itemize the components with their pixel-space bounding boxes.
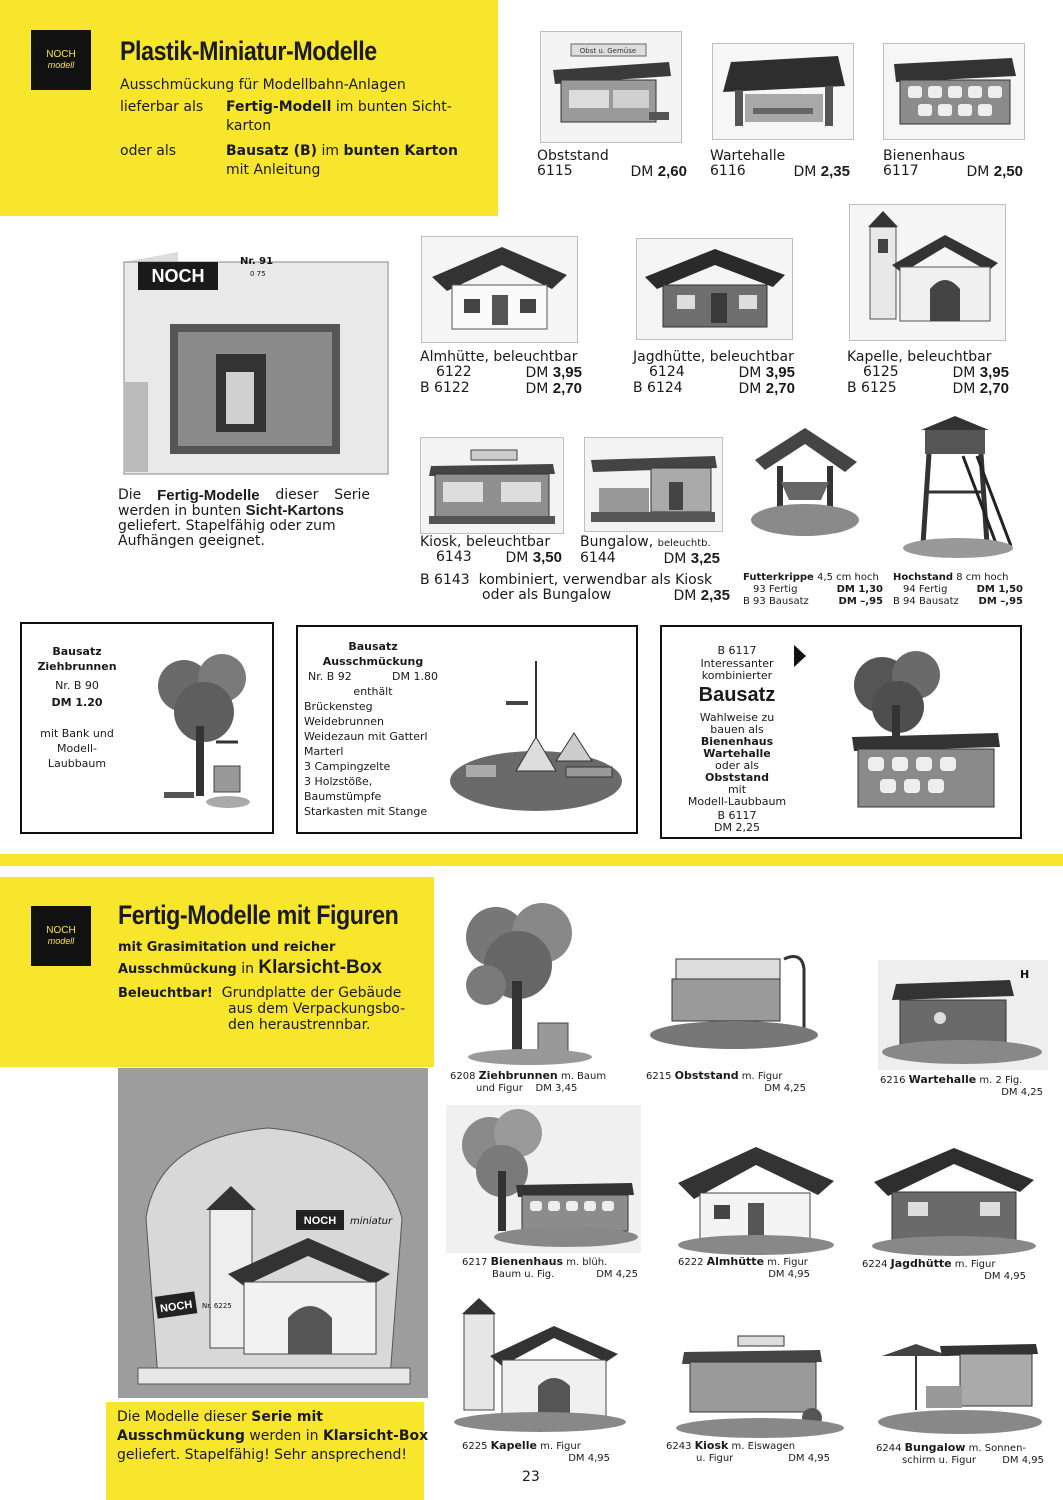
caption-6243 [666, 1440, 830, 1465]
option2-bold2: bunten Karton [343, 143, 458, 159]
ziehbrunnen-d3: Laubbaum [47, 757, 107, 770]
ziehbrunnen-t1: Bausatz [52, 645, 102, 658]
photo-futterkrippe [741, 420, 869, 544]
kapelle-name: Kapelle, beleuchtbar [847, 349, 992, 365]
hochstand-size: 8 cm hoch [956, 572, 1009, 583]
fig-nr: 6244 [876, 1443, 902, 1454]
almhuette-bprice [525, 381, 582, 397]
hochstand-f-price: DM 1,50 [976, 584, 1023, 595]
hochstand-name: Hochstand [893, 572, 954, 583]
combo-line2 [420, 588, 730, 604]
photo-hochstand [893, 412, 1023, 562]
caption-6224 [862, 1258, 1026, 1283]
caption-6208 [450, 1070, 606, 1095]
combo-price-value: 2,35 [700, 587, 730, 604]
fig-nr: 6208 [450, 1071, 476, 1082]
fig-price: DM 4,25 [596, 1269, 638, 1280]
foot-2a: Ausschmückung [117, 1428, 245, 1444]
bb-l1: Interessanter [700, 657, 774, 670]
desc-l1c: dieser [275, 487, 319, 503]
ausschmueckung-item: Baumstümpfe [304, 790, 382, 803]
photo-6222 [664, 1133, 849, 1258]
option2-mid: im [321, 143, 340, 159]
bungalow-nr: 6144 [580, 550, 616, 566]
obststand-price-value: 2,60 [657, 163, 687, 180]
photo-6216 [878, 960, 1048, 1070]
bb-nr-bottom: B 6117 [717, 809, 757, 822]
futterkrippe-name: Futterkrippe [743, 572, 814, 583]
ausschmueckung-text [304, 639, 442, 819]
combo-price [673, 588, 730, 604]
foot-line2 [117, 1427, 428, 1446]
ziehbrunnen-price: DM 1.20 [51, 696, 103, 709]
hochstand-title [893, 572, 1023, 584]
obststand-dm: DM [630, 164, 654, 180]
photo-6224 [862, 1136, 1047, 1258]
dome-nr-text: Nr. 6225 [202, 1302, 232, 1310]
bausatz-bienenhaus-box [660, 625, 1022, 839]
caption-bienenhaus [883, 149, 1023, 180]
combo-text1: kombiniert, verwendbar als Kiosk [478, 572, 713, 588]
bb-o1: oder als [714, 759, 760, 772]
wartehalle-price-row [710, 164, 850, 180]
bottom-line2 [118, 958, 382, 979]
ausschmueckung-t1: Bausatz [348, 640, 398, 653]
kapelle-price [952, 365, 1009, 381]
caption-6222 [678, 1256, 810, 1281]
option2-text2: mit Anleitung [226, 162, 321, 178]
photo-kapelle [849, 204, 1006, 341]
futterkrippe-title [743, 572, 883, 584]
wartehalle-nr: 6116 [710, 163, 746, 179]
bienenhaus-price-value: 2,50 [993, 163, 1023, 180]
ziehbrunnen-d1: mit Bank und [40, 727, 114, 740]
fig-desc2: schirm u. Figur [902, 1455, 976, 1466]
bottom-line5: den heraustrennbar. [228, 1017, 371, 1033]
caption-futterkrippe [743, 572, 883, 608]
fig-price: DM 4,25 [764, 1083, 806, 1094]
fig-desc: m. blüh. [566, 1257, 608, 1268]
fig-desc2: und Figur [476, 1083, 523, 1094]
photo-6208 [446, 893, 596, 1068]
futterkrippe-bausatz-row [743, 596, 883, 608]
almhuette-dm: DM [525, 365, 549, 381]
bottom-l3b: Grundplatte der Gebäude [221, 985, 402, 1001]
ausschmueckung-item: Weidebrunnen [304, 715, 384, 728]
logo-brand: NOCH [46, 49, 76, 60]
bottom-line4: aus dem Verpackungsbo- [228, 1001, 406, 1017]
bausatz-ziehbrunnen-box [20, 622, 274, 834]
bottom-line1: mit Grasimitation und reicher [118, 940, 336, 955]
kapelle-dm: DM [952, 365, 976, 381]
fig-nr: 6243 [666, 1441, 692, 1452]
ausschmueckung-item: 3 Campingzelte [304, 760, 391, 773]
almhuette-nr: 6122 [436, 364, 472, 380]
fig-name: Almhütte [706, 1255, 765, 1268]
bb-b1: Bienenhaus [700, 735, 774, 748]
dome-brand-text: NOCH [303, 1215, 337, 1227]
caption-kiosk [420, 535, 562, 566]
bb-m1: mit [727, 783, 747, 796]
option2-text [226, 142, 458, 161]
bb-b3: Obststand [705, 771, 769, 784]
photo-jagdhuette [636, 238, 793, 340]
fig-name: Bienenhaus [490, 1255, 564, 1268]
almhuette-bprice-value: 2,70 [552, 380, 582, 397]
bungalow-name: Bungalow, [580, 534, 654, 550]
futterkrippe-b-label: B 93 Bausatz [743, 596, 809, 607]
almhuette-price [525, 365, 582, 381]
fig-desc: m. Figur [954, 1259, 996, 1270]
ziehbrunnen-d2: Modell- [56, 742, 98, 755]
desc-line1 [118, 488, 370, 503]
logo-sub-bottom: modell [47, 936, 75, 946]
photo-ausschmueckung-bausatz [446, 641, 626, 821]
bungalow-price-row [580, 551, 720, 567]
combo-bnr: B 6143 [420, 572, 470, 588]
fig-nr: 6215 [646, 1071, 672, 1082]
kiosk-name: Kiosk, beleuchtbar [420, 534, 551, 550]
photo-bienenhaus [883, 43, 1025, 140]
dome-brand-text-2: NOCH [159, 1298, 194, 1316]
kiosk-price-value: 3,50 [532, 549, 562, 566]
photo-klarsicht-box [118, 1068, 428, 1398]
fig-desc: m. Sonnen- [968, 1443, 1027, 1454]
foot-1a: Die Modelle dieser [117, 1409, 247, 1425]
almhuette-name: Almhütte, beleuchtbar [420, 349, 578, 365]
bb-nr-top: B 6117 [717, 644, 757, 657]
caption-bungalow [580, 535, 720, 567]
section-divider [0, 854, 1063, 866]
caption-kapelle [847, 350, 1009, 397]
noch-logo [31, 30, 91, 90]
jagdhuette-row2 [633, 381, 795, 397]
bottom-l3a: Beleuchtbar! [118, 986, 213, 1001]
photo-ziehbrunnen-bausatz [144, 642, 262, 822]
option2-label: oder als [120, 143, 177, 159]
kapelle-bprice-value: 2,70 [979, 380, 1009, 397]
fig-price: DM 4,95 [788, 1453, 830, 1464]
hochstand-bausatz-row [893, 596, 1023, 608]
option2-bold: Bausatz (B) [226, 143, 318, 159]
foot-2c: Klarsicht-Box [322, 1428, 429, 1444]
caption-jagdhuette [633, 350, 795, 397]
bienenhaus-name: Bienenhaus [883, 148, 966, 164]
photo-bienenhaus-bausatz [822, 645, 1008, 825]
fig-nr: 6222 [678, 1257, 704, 1268]
bb-m2: Modell-Laubbaum [687, 795, 787, 808]
foot-line3: geliefert. Stapelfähig! Sehr ansprechend! [117, 1447, 407, 1463]
fig-desc2: Baum u. Fig. [492, 1269, 555, 1280]
bottom-l2a: Ausschmückung [118, 962, 237, 977]
box-nr-text: Nr. 91 [240, 256, 274, 267]
combo-line1 [420, 573, 730, 588]
fig-desc2: u. Figur [696, 1453, 734, 1464]
caption-wartehalle [710, 149, 850, 180]
wartehalle-sign-text: H [1020, 968, 1030, 981]
kapelle-price-value: 3,95 [979, 364, 1009, 381]
photo-bungalow [584, 437, 723, 532]
box-brand-text: NOCH [151, 266, 205, 286]
desc-line3: geliefert. Stapelfähig oder zum [118, 518, 336, 534]
desc-l2a: werden in bunten [118, 503, 242, 519]
fig-price: DM 4,95 [1002, 1455, 1044, 1466]
caption-obststand [537, 149, 687, 180]
futterkrippe-b-price: DM –,95 [838, 596, 883, 607]
combo-text2: oder als Bungalow [482, 587, 612, 603]
ausschmueckung-item: 3 Holzstöße, [304, 775, 373, 788]
caption-hochstand [893, 572, 1023, 608]
foot-1b: Serie mit [251, 1409, 323, 1425]
page-number: 23 [522, 1469, 540, 1485]
almhuette-row1 [420, 365, 582, 381]
photo-sichtkarton [118, 232, 390, 476]
bungalow-price [663, 551, 720, 567]
bienenhaus-bausatz-text [662, 643, 812, 834]
desc-l2b: Sicht-Kartons [245, 502, 345, 519]
photo-almhuette [421, 236, 578, 343]
fig-name: Jagdhütte [890, 1257, 952, 1270]
fig-price: DM 4,95 [768, 1269, 810, 1280]
jagdhuette-row1 [633, 365, 795, 381]
fig-desc: m. 2 Fig. [979, 1075, 1023, 1086]
obststand-price-row [537, 164, 687, 180]
caption-combo [420, 573, 730, 604]
obststand-price [630, 164, 687, 180]
bungalow-dm: DM [663, 551, 687, 567]
ziehbrunnen-nr: Nr. B 90 [55, 679, 99, 692]
fig-name: Obststand [674, 1069, 739, 1082]
bienenhaus-price-row [883, 164, 1023, 180]
fig-price: DM 4,95 [568, 1453, 610, 1464]
bausatz-ausschmueckung-box [296, 625, 638, 834]
fig-desc: m. Figur [741, 1071, 783, 1082]
noch-logo-bottom [31, 906, 91, 966]
caption-6217 [462, 1256, 638, 1281]
jagdhuette-nr: 6124 [649, 364, 685, 380]
bottom-l2b: in [241, 961, 254, 977]
bienenhaus-dm: DM [966, 164, 990, 180]
futterkrippe-fertig-row [743, 584, 883, 596]
hochstand-f-label: 94 Fertig [903, 584, 948, 595]
option1-label: lieferbar als [120, 99, 204, 115]
almhuette-price-value: 3,95 [552, 364, 582, 381]
jagdhuette-dm: DM [738, 365, 762, 381]
bb-big-title: Bausatz [698, 684, 776, 706]
hochstand-b-label: B 94 Bausatz [893, 596, 959, 607]
caption-6225 [462, 1440, 610, 1465]
obststand-sign-text: Obst u. Gemüse [579, 47, 637, 55]
jagdhuette-price-value: 3,95 [765, 364, 795, 381]
ausschmueckung-nr-row [304, 669, 442, 684]
bb-w2: bauen als [710, 723, 764, 736]
box-code-text: 0 75 [250, 270, 266, 278]
ausschmueckung-item: Marterl [304, 745, 344, 758]
futterkrippe-f-price: DM 1,30 [836, 584, 883, 595]
logo-brand-bottom: NOCH [46, 925, 76, 936]
caption-6216 [880, 1074, 1043, 1099]
bungalow-suffix: beleuchtb. [657, 538, 711, 549]
wartehalle-name: Wartehalle [710, 148, 786, 164]
futterkrippe-size: 4,5 cm hoch [817, 572, 879, 583]
desc-line2 [118, 503, 370, 519]
caption-almhuette [420, 350, 582, 397]
fig-price: DM 4,25 [1001, 1087, 1043, 1098]
fig-desc: m. Figur [767, 1257, 808, 1268]
option1-rest: im bunten Sicht- [335, 99, 452, 115]
ausschmueckung-price: DM 1.80 [392, 670, 438, 683]
futterkrippe-f-label: 93 Fertig [753, 584, 798, 595]
jagdhuette-bnr: B 6124 [633, 380, 683, 396]
almhuette-row2 [420, 381, 582, 397]
kapelle-bdm: DM [952, 381, 976, 397]
foot-line1 [117, 1408, 323, 1427]
ziehbrunnen-text [22, 644, 132, 771]
kiosk-price-row [420, 550, 562, 566]
hochstand-fertig-row [893, 584, 1023, 596]
desc-l1b: Fertig-Modelle [157, 487, 260, 504]
logo-sub: modell [47, 60, 75, 70]
kapelle-bprice [952, 381, 1009, 397]
fig-price: DM 4,95 [984, 1271, 1026, 1282]
kapelle-nr: 6125 [863, 364, 899, 380]
kiosk-nr: 6143 [436, 549, 472, 565]
wartehalle-price-value: 2,35 [820, 163, 850, 180]
fig-nr: 6217 [462, 1257, 488, 1268]
photo-6225 [446, 1290, 626, 1435]
bb-b2: Wartehalle [703, 747, 771, 760]
photo-kiosk [420, 437, 564, 534]
section-title: Plastik-Miniatur-Modelle [120, 36, 377, 66]
wartehalle-dm: DM [793, 164, 817, 180]
bb-price: DM 2,25 [714, 821, 760, 834]
fig-desc: m. Eiswagen [731, 1441, 796, 1452]
photo-obststand [540, 31, 682, 143]
ausschmueckung-contains: enthält [353, 685, 393, 698]
kapelle-bnr: B 6125 [847, 380, 897, 396]
bungalow-price-value: 3,25 [690, 550, 720, 567]
obststand-nr: 6115 [537, 163, 573, 179]
photo-wartehalle [712, 43, 854, 140]
bb-l2: kombinierter [701, 669, 773, 682]
caption-6215 [646, 1070, 806, 1095]
photo-6215 [644, 945, 824, 1055]
wartehalle-price [793, 164, 850, 180]
ausschmueckung-item: Starkasten mit Stange [304, 805, 428, 818]
desc-l1a: Die [118, 487, 142, 503]
option1-bold: Fertig-Modell [226, 99, 332, 115]
kiosk-dm: DM [505, 550, 529, 566]
bb-w1: Wahlweise zu [699, 711, 775, 724]
desc-l1d: Serie [334, 487, 370, 503]
bienenhaus-nr: 6117 [883, 163, 919, 179]
fig-name: Bungalow [904, 1441, 966, 1454]
ausschmueckung-item: Weidezaun mit Gatterl [304, 730, 428, 743]
foot-2b: werden in [249, 1428, 319, 1444]
option1-text [226, 98, 452, 117]
almhuette-bdm: DM [525, 381, 549, 397]
kapelle-row2 [847, 381, 1009, 397]
fig-name: Kiosk [694, 1439, 729, 1452]
fig-nr: 6216 [880, 1075, 906, 1086]
photo-6243 [670, 1328, 850, 1443]
fig-price: DM 3,45 [535, 1083, 578, 1094]
fig-nr: 6224 [862, 1259, 888, 1270]
photo-6244 [870, 1326, 1042, 1441]
combo-dm: DM [673, 588, 697, 604]
fig-desc: m. Figur [540, 1441, 581, 1452]
play-arrow-icon [794, 645, 806, 667]
fig-name: Kapelle [490, 1439, 537, 1452]
ausschmueckung-item: Brückensteg [304, 700, 373, 713]
caption-6244 [876, 1442, 1044, 1467]
hochstand-b-price: DM –,95 [978, 596, 1023, 607]
bungalow-name-row [580, 535, 720, 551]
jagdhuette-bdm: DM [738, 381, 762, 397]
fig-name: Wartehalle [908, 1073, 977, 1086]
ausschmueckung-nr: Nr. B 92 [308, 670, 352, 683]
dome-sub-text: miniatur [350, 1216, 393, 1227]
kapelle-row1 [847, 365, 1009, 381]
ausschmueckung-t2: Ausschmückung [322, 655, 424, 668]
photo-6217 [446, 1105, 641, 1253]
section-subtitle: Ausschmückung für Modellbahn-Anlagen [120, 77, 406, 93]
bottom-l2c: Klarsicht-Box [258, 957, 382, 978]
jagdhuette-bprice-value: 2,70 [765, 380, 795, 397]
ziehbrunnen-t2: Ziehbrunnen [37, 660, 117, 673]
obststand-name: Obststand [537, 148, 609, 164]
bottom-section-title: Fertig-Modelle mit Figuren [118, 900, 399, 930]
fig-name: Ziehbrunnen [478, 1069, 558, 1082]
bienenhaus-price [966, 164, 1023, 180]
desc-line4: Aufhängen geeignet. [118, 533, 265, 549]
jagdhuette-price [738, 365, 795, 381]
almhuette-bnr: B 6122 [420, 380, 470, 396]
kiosk-price [505, 550, 562, 566]
jagdhuette-name: Jagdhütte, beleuchtbar [633, 349, 794, 365]
jagdhuette-bprice [738, 381, 795, 397]
option1-text2: karton [226, 118, 272, 134]
fig-nr: 6225 [462, 1441, 488, 1452]
sichtkarton-description [118, 488, 370, 549]
fig-desc: m. Baum [560, 1071, 607, 1082]
